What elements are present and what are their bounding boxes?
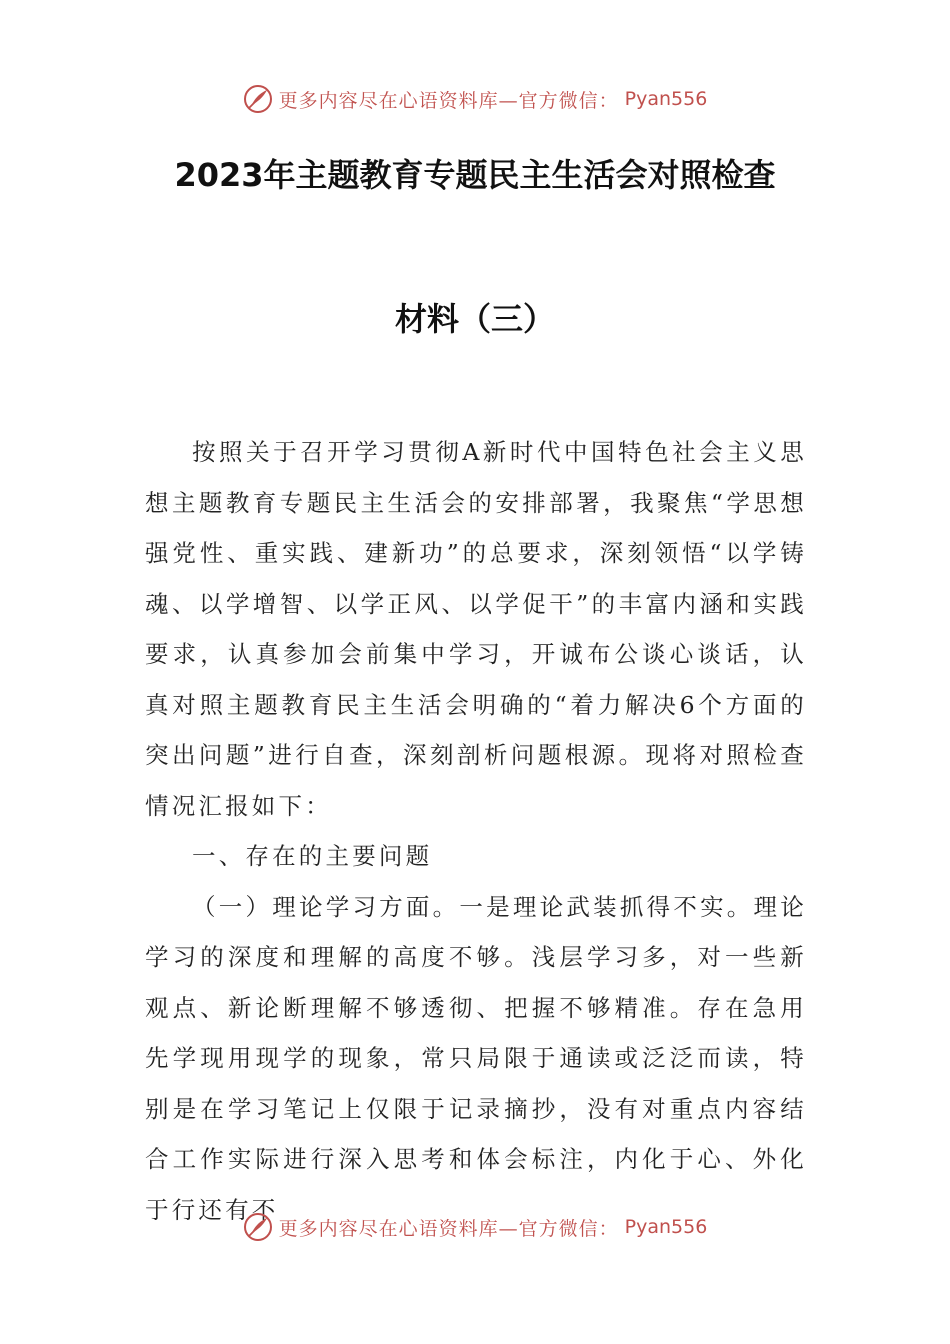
watermark-handle: Pyan556 [624, 1216, 708, 1238]
document-title-line-1: 2023年主题教育专题民主生活会对照检查 [174, 156, 776, 194]
header-watermark [0, 84, 950, 114]
watermark-handle: Pyan556 [624, 88, 708, 110]
watermark-text: 更多内容尽在心语资料库—官方微信： [278, 89, 619, 112]
document-body [145, 427, 807, 1235]
paragraph-theory-study: （一）理论学习方面。一是理论武装抓得不实。理论学习的深度和理解的高度不够。浅层学习多，对一些新观点、新论断理解不够透彻、把握不够精准。存在急用先学现用现学的现象，常只局限于通读或泛泛而读，特别是在学习笔记上仅限于记录摘抄，没有对重点内容结合工作实际进行深入思考和体会标注，内化于心、外化于行还有不 [145, 892, 807, 1224]
watermark-text: 更多内容尽在心语资料库—官方微信： [278, 1217, 619, 1240]
footer-watermark [0, 1212, 950, 1242]
document-title-line-2: 材料（三） [394, 300, 555, 338]
quill-pen-logo-icon [243, 84, 273, 114]
paragraph-intro: 按照关于召开学习贯彻A新时代中国特色社会主义思想主题教育专题民主生活会的安排部署，我聚焦“学思想强党性、重实践、建新功”的总要求，深刻领悟“以学铸魂、以学增智、以学正风、以学促干”的丰富内涵和实践要求，认真参加会前集中学习，开诚布公谈心谈话，认真对照主题教育民主生活会明确的“着力解决6个方面的突出问题”进行自查，深刻剖析问题根源。现将对照检查情况汇报如下： [145, 438, 807, 820]
section-heading: 一、存在的主要问题 [192, 842, 433, 870]
quill-pen-logo-icon [243, 1212, 273, 1242]
